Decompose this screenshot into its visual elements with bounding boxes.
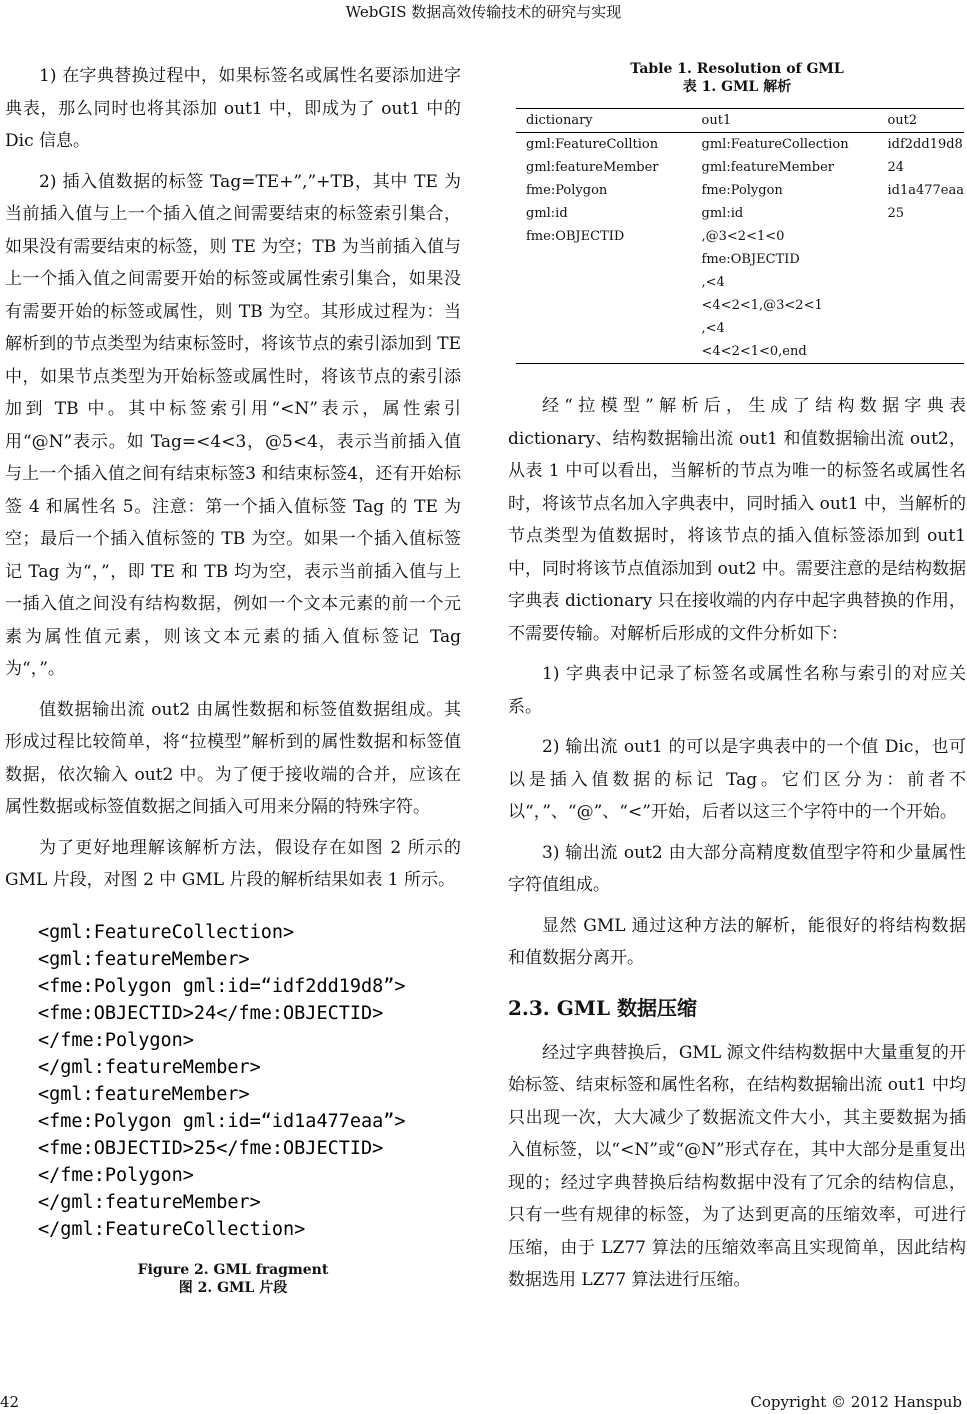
table-cell — [516, 271, 692, 294]
gml-resolution-table — [516, 108, 964, 364]
table-cell: 25 — [887, 206, 905, 221]
table-cell: fme:Polygon — [526, 183, 608, 198]
table-cell — [516, 248, 692, 271]
page-number: 42 — [0, 1393, 20, 1411]
left-column — [5, 60, 461, 1297]
table-cell — [877, 317, 964, 340]
table-header: out1 — [692, 109, 878, 133]
code-line: <gml:featureMember> — [38, 948, 250, 970]
table-cell: ,@3<2<1<0 — [701, 229, 785, 244]
code-line: </gml:FeatureCollection> — [38, 1218, 306, 1240]
table-row — [516, 248, 964, 271]
code-line: <fme:OBJECTID>24</fme:OBJECTID> — [38, 1002, 384, 1024]
paragraph: 显然 GML 通过这种方法的解析，能很好的将结构数据和值数据分离开。 — [508, 915, 966, 968]
table-row — [516, 133, 964, 157]
code-line: <gml:FeatureCollection> — [38, 921, 295, 943]
gml-fragment-figure — [38, 919, 461, 1243]
table-cell — [877, 294, 964, 317]
figure-caption-en: Figure 2. GML fragment — [137, 1261, 329, 1278]
table-cell: gml:FeatureCollection — [701, 137, 849, 152]
table-cell: fme:OBJECTID — [701, 252, 800, 267]
code-line: <fme:Polygon gml:id=“id1a477eaa”> — [38, 1110, 406, 1132]
table-header: dictionary — [516, 109, 692, 133]
table-cell: gml:id — [526, 206, 568, 221]
running-header: WebGIS 数据高效传输技术的研究与实现 — [345, 3, 622, 21]
table-cell: gml:id — [701, 206, 744, 221]
table-caption-zh: 表 1. GML 解析 — [682, 79, 792, 95]
code-line: </fme:Polygon> — [38, 1029, 194, 1051]
paragraph: 经“拉模型”解析后，生成了结构数据字典表 dictionary、结构数据输出流 out1 和值数据输出流 out2，从表 1 中可以看出，当解析的节点为唯一的标签名或属性名时，将该节点名加入字典表中，同时插入 out1 中，当解析的节点类型为值数据时，将该节点的插入值标签添加到 out1 中，同时将该节点值添加到 out2 中。需要注意的是结构数据字典表 dictionary 只在接收端的内存中起字典替换的作用，不需要传输。对解析后形成的文件分析如下： — [508, 396, 966, 644]
table-row — [516, 156, 964, 179]
right-column — [508, 60, 966, 1305]
paragraph: 2) 插入值数据的标签 Tag=TE+”,”+TB，其中 TE 为当前插入值与上一个插入值之间需要结束的标签索引集合，如果没有需要结束的标签，则 TE 为空；TB 为当前插入值与上一个插入值之间需要开始的标签或属性索引集合，如果没有需要开始的标签或属性，则 TB 为空。其形成过程为：当解析到的节点类型为结束标签时，将该节点的索引添加到 TE 中，如果节点类型为开始标签或属性时，将该节点的索引添加到 TB 中。其中标签索引用“<N”表示，属性索引用“@N”表示。如 Tag=<4<3，@5<4，表示当前插入值与上一个插入值之间有结束标签3 和结束标签4，还有开始标签 4 和属性名 5。注意：第一个插入值标签 Tag 的 TE 为空；最后一个插入值标签的 TB 为空。如果一个插入值标签记 Tag 为“，”，即 TE 和 TB 均为空，表示当前插入值与上一插入值之间没有结构数据，例如一个文本元素的前一个元素为属性值元素，则该文本元素的插入值标签记 Tag 为“，”。 — [5, 171, 461, 679]
table-cell — [877, 225, 964, 248]
table-cell: idf2dd19d8 — [887, 137, 963, 152]
table-cell: gml:featureMember — [701, 160, 835, 175]
code-line: <fme:Polygon gml:id=“idf2dd19d8”> — [38, 975, 406, 997]
code-line: </fme:Polygon> — [38, 1164, 194, 1186]
table-cell — [877, 271, 964, 294]
table-cell: fme:Polygon — [701, 183, 783, 198]
table-cell — [877, 248, 964, 271]
table-cell — [516, 340, 692, 364]
table-row — [516, 225, 964, 248]
table-header: out2 — [877, 109, 964, 133]
table-row — [516, 340, 964, 364]
paragraph: 为了更好地理解该解析方法，假设存在如图 2 所示的 GML 片段，对图 2 中 GML 片段的解析结果如表 1 所示。 — [5, 837, 461, 890]
paragraph: 2) 输出流 out1 的可以是字典表中的一个值 Dic，也可以是插入值数据的标记 Tag。它们区分为：前者不以“，”、“@”、“<”开始，后者以这三个字符中的一个开始。 — [508, 737, 966, 822]
table-cell: ,<4 — [701, 275, 725, 290]
table-row — [516, 271, 964, 294]
table-cell: fme:OBJECTID — [526, 229, 625, 244]
table-cell — [516, 294, 692, 317]
code-line: </gml:featureMember> — [38, 1191, 261, 1213]
paragraph: 经过字典替换后，GML 源文件结构数据中大量重复的开始标签、结束标签和属性名称，在结构数据输出流 out1 中均只出现一次，大大减少了数据流文件大小，其主要数据为插入值标签，以“<N”或“@N”形式存在，其中大部分是重复出现的；经过字典替换后结构数据中没有了冗余的结构信息，只有一些有规律的标签，为了达到更高的压缩效率，可进行压缩，由于 LZ77 算法的压缩效率高且实现简单，因此结构数据选用 LZ77 算法进行压缩。 — [508, 1042, 966, 1290]
table-row — [516, 179, 964, 202]
table-cell: gml:FeatureColltion — [526, 137, 659, 152]
code-line: </gml:featureMember> — [38, 1056, 261, 1078]
table-header-row — [516, 109, 964, 133]
table-cell — [516, 317, 692, 340]
table-row — [516, 317, 964, 340]
paragraph: 1) 字典表中记录了标签名或属性名称与索引的对应关系。 — [508, 664, 966, 717]
section-heading: 2.3. GML 数据压缩 — [508, 995, 697, 1020]
figure-caption — [5, 1261, 461, 1297]
table-caption — [508, 60, 966, 96]
table-row — [516, 202, 964, 225]
table-cell — [877, 340, 964, 364]
table-row — [516, 294, 964, 317]
table-cell: <4<2<1,@3<2<1 — [701, 298, 823, 313]
copyright: Copyright © 2012 Hanspub — [750, 1393, 962, 1411]
table-cell: 24 — [887, 160, 905, 175]
table-cell: ,<4 — [701, 321, 725, 336]
paragraph: 值数据输出流 out2 由属性数据和标签值数据组成。其形成过程比较简单，将“拉模型”解析到的属性数据和标签值数据，依次输入 out2 中。为了便于接收端的合并，应该在属性数据或标签值数据之间插入可用来分隔的特殊字符。 — [5, 699, 461, 817]
code-line: <gml:featureMember> — [38, 1083, 250, 1105]
table-caption-en: Table 1. Resolution of GML — [630, 61, 844, 77]
paragraph: 3) 输出流 out2 由大部分高精度数值型字符和少量属性字符值组成。 — [508, 842, 966, 895]
table-cell: id1a477eaa — [887, 183, 964, 198]
code-line: <fme:OBJECTID>25</fme:OBJECTID> — [38, 1137, 384, 1159]
figure-caption-zh: 图 2. GML 片段 — [178, 1279, 288, 1296]
table-cell: gml:featureMember — [526, 160, 659, 175]
paragraph: 1) 在字典替换过程中，如果标签名或属性名要添加进字典表，那么同时也将其添加 out1 中，即成为了 out1 中的 Dic 信息。 — [5, 66, 461, 151]
table-cell: <4<2<1<0,end — [692, 340, 878, 364]
